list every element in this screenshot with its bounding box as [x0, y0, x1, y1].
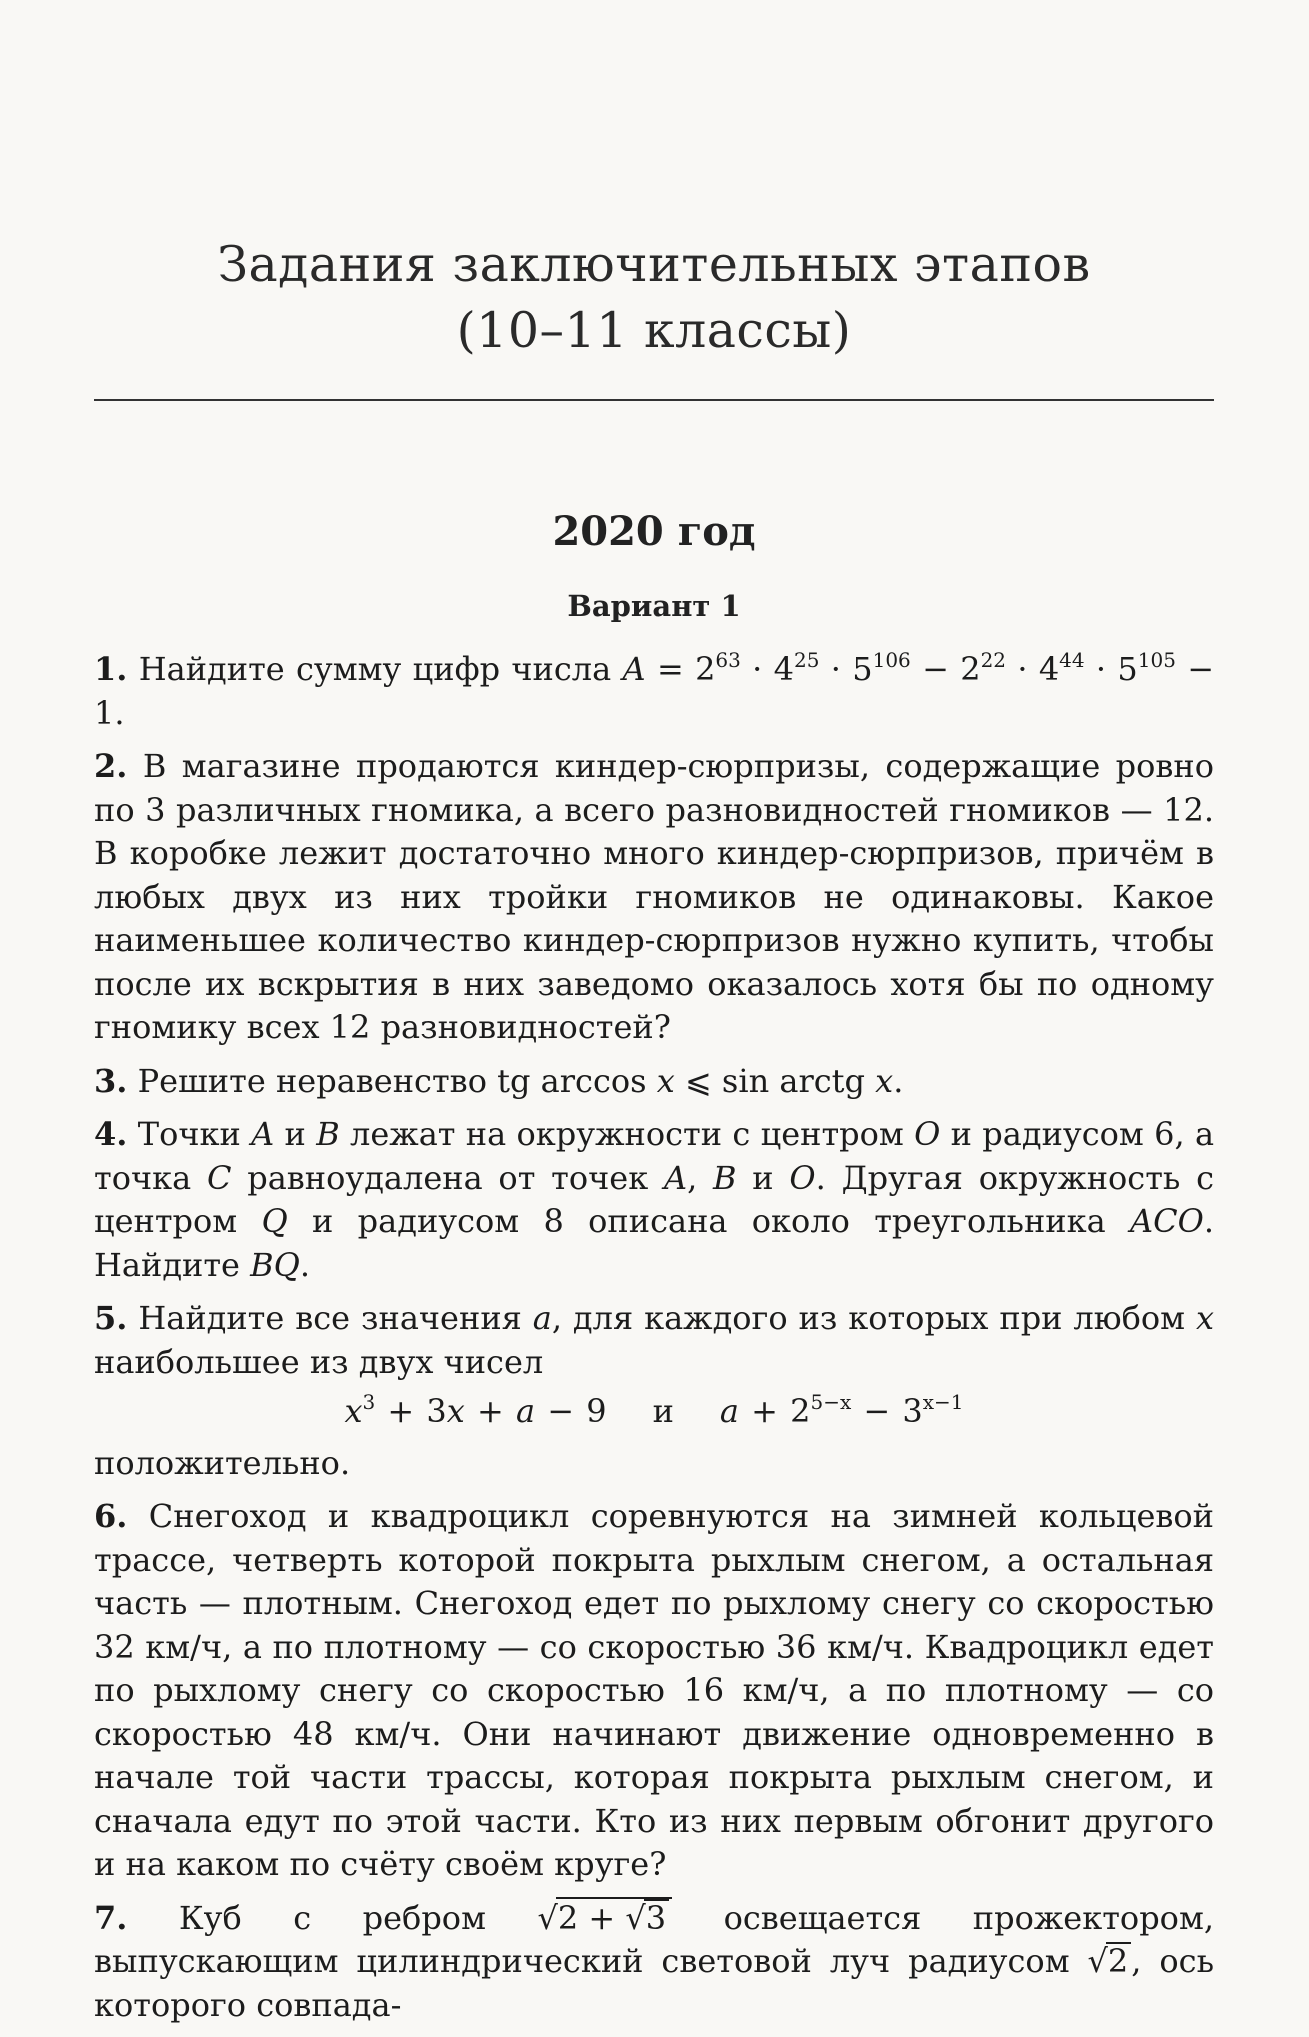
- problem-text: Снегоход и квадроцикл соревнуются на зимней кольцевой трассе, четверть которой покрыта рыхлым снегом, а остальная часть — плотным. Снегоход едет по рыхлому снегу со скоростью 32 км/ч, а по плотному — со скоростью 36 км/ч. Квадроцикл едет по рыхлому снегу со скоростью 16 км/ч, а по плотному — со скоростью 48 км/ч. Они начинают движение одновременно в начале той части трассы, которая покрыта рыхлым снегом, и сначала едут по этой части. Кто из них первым обгонит другого и на каком по счёту своём круге?: [94, 1497, 1215, 1883]
- problem-text: Найдите сумму цифр числа: [138, 650, 612, 688]
- problem-3: [94, 1060, 1214, 1104]
- section-title-line-1: Задания заключительных этапов: [217, 236, 1091, 293]
- problem-6: [94, 1495, 1214, 1887]
- problem-number: 5.: [94, 1299, 128, 1337]
- problem-text: Решите неравенство: [137, 1061, 487, 1100]
- problem-7: [94, 1897, 1214, 2028]
- problem-text: Точки A и B лежат на окружности с центром O и радиусом 6, а точка C равноудалена от точек A, B и O. Другая окружность с центром Q и радиусом 8 описана около треугольника ACO. Найдите BQ.: [94, 1115, 1215, 1284]
- section-title: [94, 232, 1214, 364]
- problem-text: В магазине продаются киндер-сюрпризы, содержащие ровно по 3 различных гномика, а всего разновидностей гномиков — 12. В коробке лежит достаточно много киндер-сюрпризов, причём в любых двух из них тройки гномиков не одинаковы. Какое наименьшее количество киндер-сюрпризов нужно купить, чтобы после их вскрытия в них заведомо оказалось хотя бы по одному гномику всех 12 разновидностей?: [94, 747, 1215, 1046]
- sqrt-two: √2: [1088, 1942, 1132, 1980]
- problem-number: 2.: [94, 747, 128, 785]
- problem-2: [94, 745, 1214, 1050]
- problem-4: [94, 1113, 1214, 1287]
- problem-formula: tg arccos x ⩽ sin arctg x.: [497, 1061, 904, 1100]
- sqrt-expression: √2 + √3: [537, 1899, 672, 1937]
- problem-text-continued: положительно.: [94, 1443, 351, 1482]
- section-title-line-2: (10–11 классы): [456, 302, 852, 359]
- problem-1: [94, 648, 1214, 735]
- problem-number: 4.: [94, 1115, 128, 1153]
- problem-text: Найдите все значения a, для каждого из которых при любом x наибольшее из двух чисел: [94, 1299, 1214, 1381]
- problem-number: 6.: [94, 1497, 128, 1535]
- problem-number: 7.: [94, 1898, 128, 1937]
- variant-heading: Вариант 1: [567, 589, 741, 623]
- problem-number: 1.: [94, 650, 128, 688]
- problem-list: [94, 648, 1214, 2037]
- problem-5: [94, 1297, 1214, 1485]
- problem-formula: $A = 2^{63} \cdot 4^{25} \cdot 5^{106} - 2^{22} \cdot 4^{44} \cdot 5^{105} - 1$.: [94, 648, 1215, 732]
- problem-text: Куб с ребром √2 + √3 освещается прожектором, выпускающим цилиндрический световой луч радиусом √2, ось которого совпада-: [94, 1898, 1215, 2024]
- title-divider: [94, 399, 1214, 401]
- year-heading: 2020 год: [552, 508, 756, 555]
- display-formula: $x^3 + 3x + a - 9$ и $a + 2^{5-x} - 3^{x-1}$: [344, 1390, 964, 1430]
- problem-number: 3.: [94, 1061, 128, 1100]
